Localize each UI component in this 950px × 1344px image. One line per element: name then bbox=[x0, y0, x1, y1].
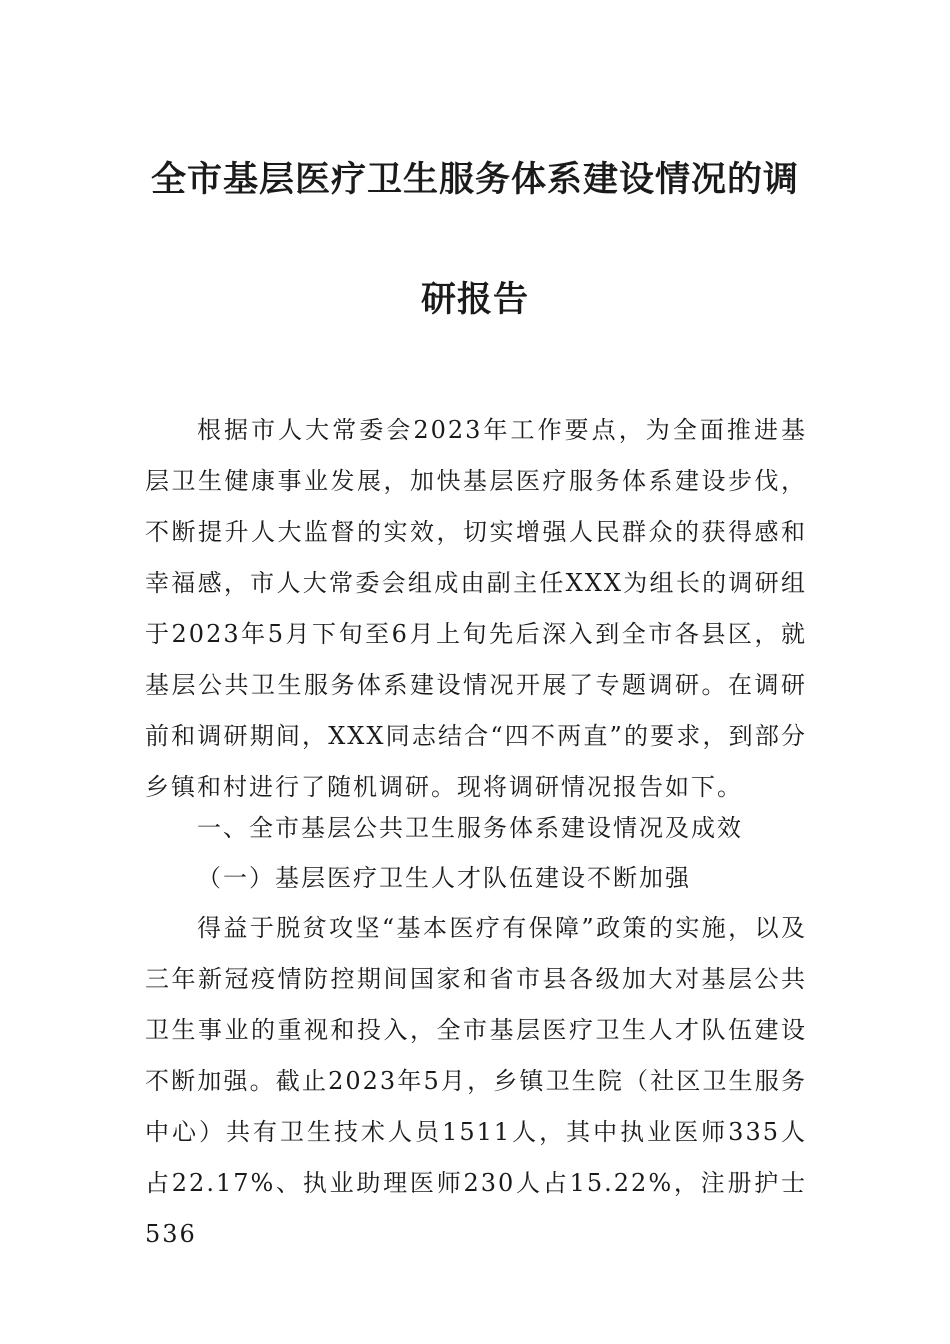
document-title-line-1: 全市基层医疗卫生服务体系建设情况的调 bbox=[150, 160, 799, 200]
body-paragraph-2: 得益于脱贫攻坚“基本医疗有保障”政策的实施，以及三年新冠疫情防控期间国家和省市县各级加大对基层公共卫生事业的重视和投入，全市基层医疗卫生人才队伍建设不断加强。截止2023年5月，乡镇卫生院（社区卫生服务中心）共有卫生技术人员1511人，其中执业医师335人占22.17%、执业助理医师230人占15.22%，注册护士536 bbox=[145, 914, 807, 1248]
subsection-heading-1: （一）基层医疗卫生人才队伍建设不断加强 bbox=[197, 864, 691, 892]
intro-paragraph: 根据市人大常委会2023年工作要点，为全面推进基层卫生健康事业发展，加快基层医疗服务体系建设步伐，不断提升人大监督的实效，切实增强人民群众的获得感和幸福感，市人大常委会组成由副主任XXX为组长的调研组于2023年5月下旬至6月上旬先后深入到全市各县区，就基层公共卫生服务体系建设情况开展了专题调研。在调研前和调研期间，XXX同志结合“四不两直”的要求，到部分乡镇和村进行了随机调研。现将调研情况报告如下。 bbox=[145, 416, 807, 801]
section-heading-1: 一、全市基层公共卫生服务体系建设情况及成效 bbox=[197, 814, 743, 842]
document-title-line-2: 研报告 bbox=[420, 280, 529, 320]
